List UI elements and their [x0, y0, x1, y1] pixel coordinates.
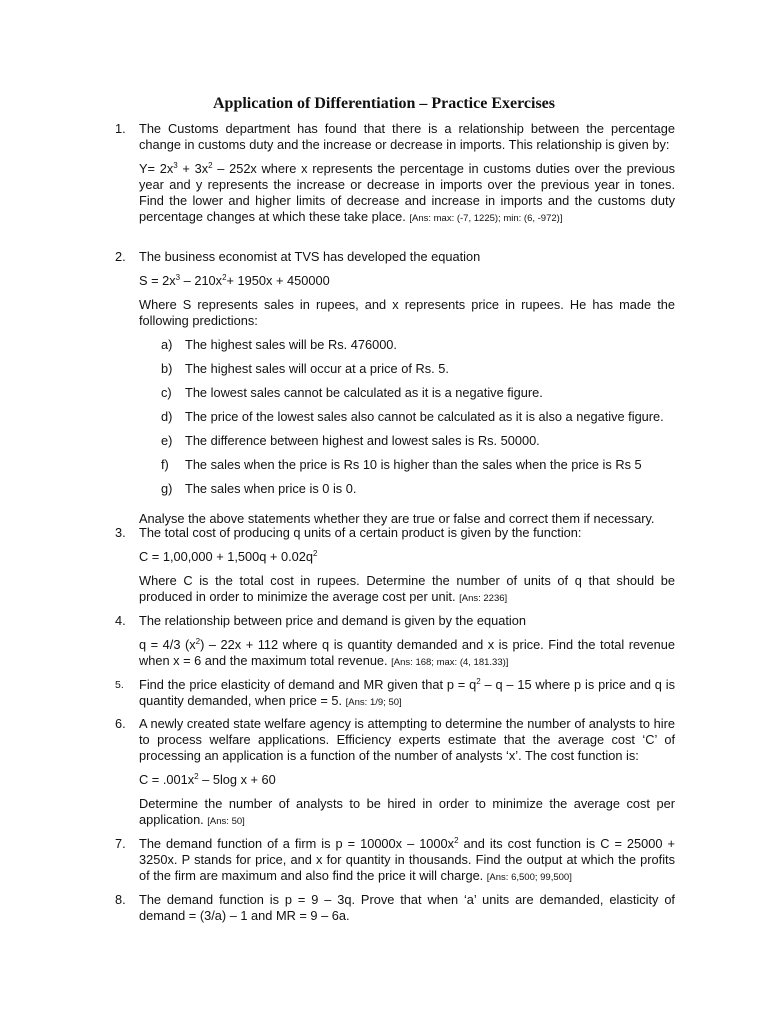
prediction-label: f)	[161, 457, 169, 472]
prediction-item	[149, 385, 675, 409]
question-text: Analyse the above statements whether they are true or false and correct them if necessary.	[139, 511, 655, 526]
equation: $C = 1,00,000 + 1,500q + 0.02q^2$	[139, 549, 318, 564]
question-1	[115, 121, 675, 227]
prediction-label: b)	[161, 361, 173, 376]
answer-note: [Ans: 1/9; 50]	[345, 697, 402, 708]
prediction-item	[149, 433, 675, 457]
prediction-text: The difference between highest and lowest sales is Rs. 50000.	[185, 433, 540, 448]
question-text: The relationship between price and demand is given by the equation	[139, 613, 527, 628]
prediction-text: The price of the lowest sales also cannot be calculated as it is also a negative figure.	[185, 409, 664, 424]
question-text: The Customs department has found that there is a relationship between the percentage change in customs duty and the increase or decrease in imports. This relationship is given by:	[139, 121, 675, 152]
prediction-text: The highest sales will be Rs. 476000.	[185, 337, 397, 352]
answer-note: [Ans: 6,500; 99,500]	[486, 872, 572, 883]
answer-note: [Ans: 168; max: (4, 181.33)]	[391, 657, 509, 668]
question-text: Where C is the total cost in rupees. Determine the number of units of q that should be produced in order to minimize the average cost per unit. [Ans: 2236]	[139, 573, 675, 604]
question-number: 2.	[115, 249, 126, 264]
question-6	[115, 716, 675, 830]
prediction-item	[149, 409, 675, 433]
question-text: Find the price elasticity of demand and MR given that $p = q^2 - q - 15$ where p is price and q is quantity demanded, when price = 5. [Ans: 1/9; 50]	[139, 677, 675, 708]
prediction-item	[149, 481, 675, 505]
prediction-label: c)	[161, 385, 172, 400]
equation: $S = 2x^3 - 210x^2+ 1950x + 450000$	[139, 273, 330, 288]
question-number: 5.	[115, 679, 124, 691]
question-4	[115, 613, 675, 671]
question-number: 7.	[115, 836, 126, 851]
answer-note: [Ans: 2236]	[459, 593, 508, 604]
question-text: The demand function of a firm is $p = 10000x - 1000x^2$ and its cost function is C = 25000 + 3250x. P stands for price, and x for quantity in thousands. Find the output at which the profits of the firm are maximum and also find the price it will charge. [Ans: 6,500; 99,500]	[139, 836, 675, 883]
prediction-item	[149, 361, 675, 385]
prediction-label: a)	[161, 337, 173, 352]
prediction-text: The sales when price is 0 is 0.	[185, 481, 357, 496]
prediction-text: The lowest sales cannot be calculated as it is a negative figure.	[185, 385, 543, 400]
question-7	[115, 836, 675, 886]
prediction-text: The highest sales will occur at a price of Rs. 5.	[185, 361, 449, 376]
prediction-item	[149, 457, 675, 481]
question-3	[115, 525, 675, 607]
prediction-item	[149, 337, 675, 361]
question-2	[115, 249, 675, 527]
prediction-text: The sales when the price is Rs 10 is higher than the sales when the price is Rs 5	[185, 457, 642, 472]
question-5	[115, 677, 675, 711]
predictions-list	[139, 337, 675, 505]
prediction-label: d)	[161, 409, 173, 424]
question-text: A newly created state welfare agency is attempting to determine the number of analysts to hire to process welfare applications. Efficiency experts estimate that the average cost ‘C’ of processing an application is a function of the number of analysts ‘x’. The cost function is:	[139, 716, 675, 763]
question-text: Determine the number of analysts to be hired in order to minimize the average cost per application. [Ans: 50]	[139, 796, 675, 827]
prediction-label: e)	[161, 433, 173, 448]
question-text: Where S represents sales in rupees, and x represents price in rupees. He has made the following predictions:	[139, 297, 675, 328]
equation-paragraph: q = 4/3 $(x^2) - 22x + 112$ where q is quantity demanded and x is price. Find the total revenue when x = 6 and the maximum total revenue. [Ans: 168; max: (4, 181.33)]	[139, 637, 675, 668]
question-number: 3.	[115, 525, 126, 540]
equation: $C = .001x^2 - 5\log$ x + 60	[139, 772, 276, 787]
question-number: 6.	[115, 716, 126, 731]
equation-paragraph: $Y= 2x^3 + 3x^2 - 252x$ where x represents the percentage in customs duties over the previous year and y represents the increase or decrease in imports over the previous year in tones. Find the lower and higher limits of decrease and increase in imports and the customs duty percentage changes at which these take place. [Ans: max: (-7, 1225); min: (6, -972)]	[139, 161, 675, 224]
answer-note: [Ans: 50]	[207, 816, 245, 827]
question-8	[115, 892, 675, 924]
question-text: The demand function is p = 9 – 3q. Prove that when ‘a’ units are demanded, elasticity of demand = (3/a) – 1 and MR = 9 – 6a.	[139, 892, 675, 923]
question-number: 4.	[115, 613, 126, 628]
question-text: The business economist at TVS has developed the equation	[139, 249, 481, 264]
prediction-label: g)	[161, 481, 173, 496]
question-number: 8.	[115, 892, 126, 907]
answer-note: [Ans: max: (-7, 1225); min: (6, -972)]	[409, 213, 563, 224]
question-text: The total cost of producing q units of a certain product is given by the function:	[139, 525, 582, 540]
question-number: 1.	[115, 121, 126, 136]
page-title: Application of Differentiation – Practice Exercises	[213, 95, 555, 112]
